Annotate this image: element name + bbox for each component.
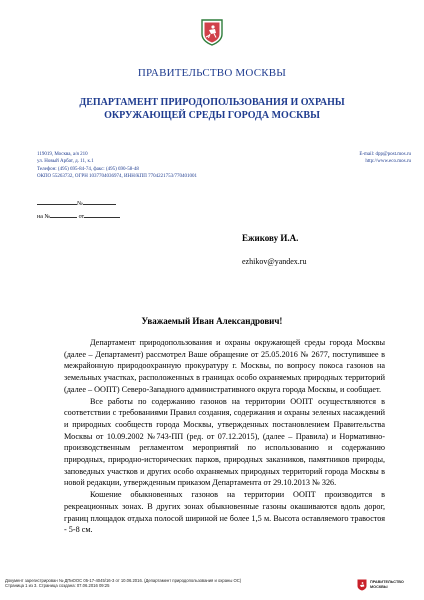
moscow-emblem-icon <box>201 18 223 46</box>
on-number-label: на № <box>37 214 51 220</box>
footer-gov-line2: МОСКВЫ <box>370 584 388 589</box>
contact-email: E-mail: dpp@post.mos.ru <box>359 152 411 157</box>
registration-footer <box>5 578 335 588</box>
letter-body <box>64 337 385 536</box>
contact-details-left <box>37 151 287 181</box>
body-paragraph: Департамент природопользования и охраны окружающей среды города Москвы (далее – Департамент) рассмотрел Ваше обращение от 25.05.2016 № 2677, поступившее в межрайонную природоохранную прокуратуру г. Москвы, по вопросу покоса газонов на земельных участках, расположенных в границах особо охраняемых природных территорий (далее – ООПТ) Северо-Западного административного округа города Москвы, и сообщает. <box>64 338 385 394</box>
street-address: ул. Новый Арбат, д. 11, к.1 <box>37 159 94 165</box>
footer-gov-line1: ПРАВИТЕЛЬСТВО <box>370 580 404 584</box>
footer-government-label <box>370 580 404 590</box>
from-label: от <box>78 214 85 220</box>
registration-info: Документ зарегистрирован № ДПиООС 05-17-4045/16-3 от 10.06.2016. (Департамент природопользования и охраны ОС) <box>5 578 242 583</box>
number-blank <box>83 199 116 205</box>
department-title-line2: ОКРУЖАЮЩЕЙ СРЕДЫ ГОРОДА МОСКВЫ <box>104 110 320 121</box>
postal-address: 119019, Москва, а/я 210 <box>37 152 88 157</box>
department-title-line1: ДЕПАРТАМЕНТ ПРИРОДОПОЛЬЗОВАНИЯ И ОХРАНЫ <box>79 97 345 108</box>
recipient-email: ezhikov@yandex.ru <box>242 257 307 266</box>
contact-details-right <box>311 151 411 166</box>
number-sign: № <box>77 201 83 207</box>
contact-website: http://www.eco.mos.ru <box>365 159 411 165</box>
body-paragraph: Все работы по содержанию газонов на территории ООПТ осуществляются в соответствии с требованиями Правил создания, содержания и охраны зеленых насаждений и природных сообществ города Москвы, утвержденных постановлением Правительства Москвы от 10.09.2002 №743-ПП (ред. от 07.12.2015), (далее – Правила) и Нормативно-производственным регламентом мероприятий по использованию и содержанию природных, природно-исторических парков, природных заказников, памятников природы, заповедных участков и других особо охраняемых природных территорий города Москвы в новой редакции, утвержденным приказом Департамента от 29.10.2013 № 326. <box>64 396 385 488</box>
incoming-date-blank <box>84 212 120 218</box>
moscow-government-logo-icon <box>357 578 367 590</box>
date-blank <box>37 199 77 205</box>
phone-fax: Телефон: (495) 695-84-74, факс: (495) 690-58-48 <box>37 166 139 172</box>
incoming-reference-line <box>37 212 120 220</box>
body-paragraph: Кошение обыкновенных газонов на территории ООПТ производится в рекреационных зонах. В других зонах обыкновенные газоны окашиваются вдоль дорог, границ площадок отдыха полосой шириной не более 1,5 м. Высота оставляемого травостоя - 5-8 см. <box>64 490 385 535</box>
government-title: ПРАВИТЕЛЬСТВО МОСКВЫ <box>137 67 287 79</box>
department-title <box>40 96 384 122</box>
incoming-number-blank <box>50 212 77 218</box>
salutation: Уважаемый Иван Александрович! <box>141 316 283 326</box>
recipient-name: Ежикову И.А. <box>242 233 299 243</box>
page-info: Страница 1 из 3. Страница создана: 07.06.2016 09:25 <box>5 583 110 589</box>
registration-codes: ОКПО 55263732, ОГРН 1037704036974, ИНН/КПП 7704221753/770401001 <box>37 174 197 180</box>
outgoing-number-line <box>37 199 116 207</box>
